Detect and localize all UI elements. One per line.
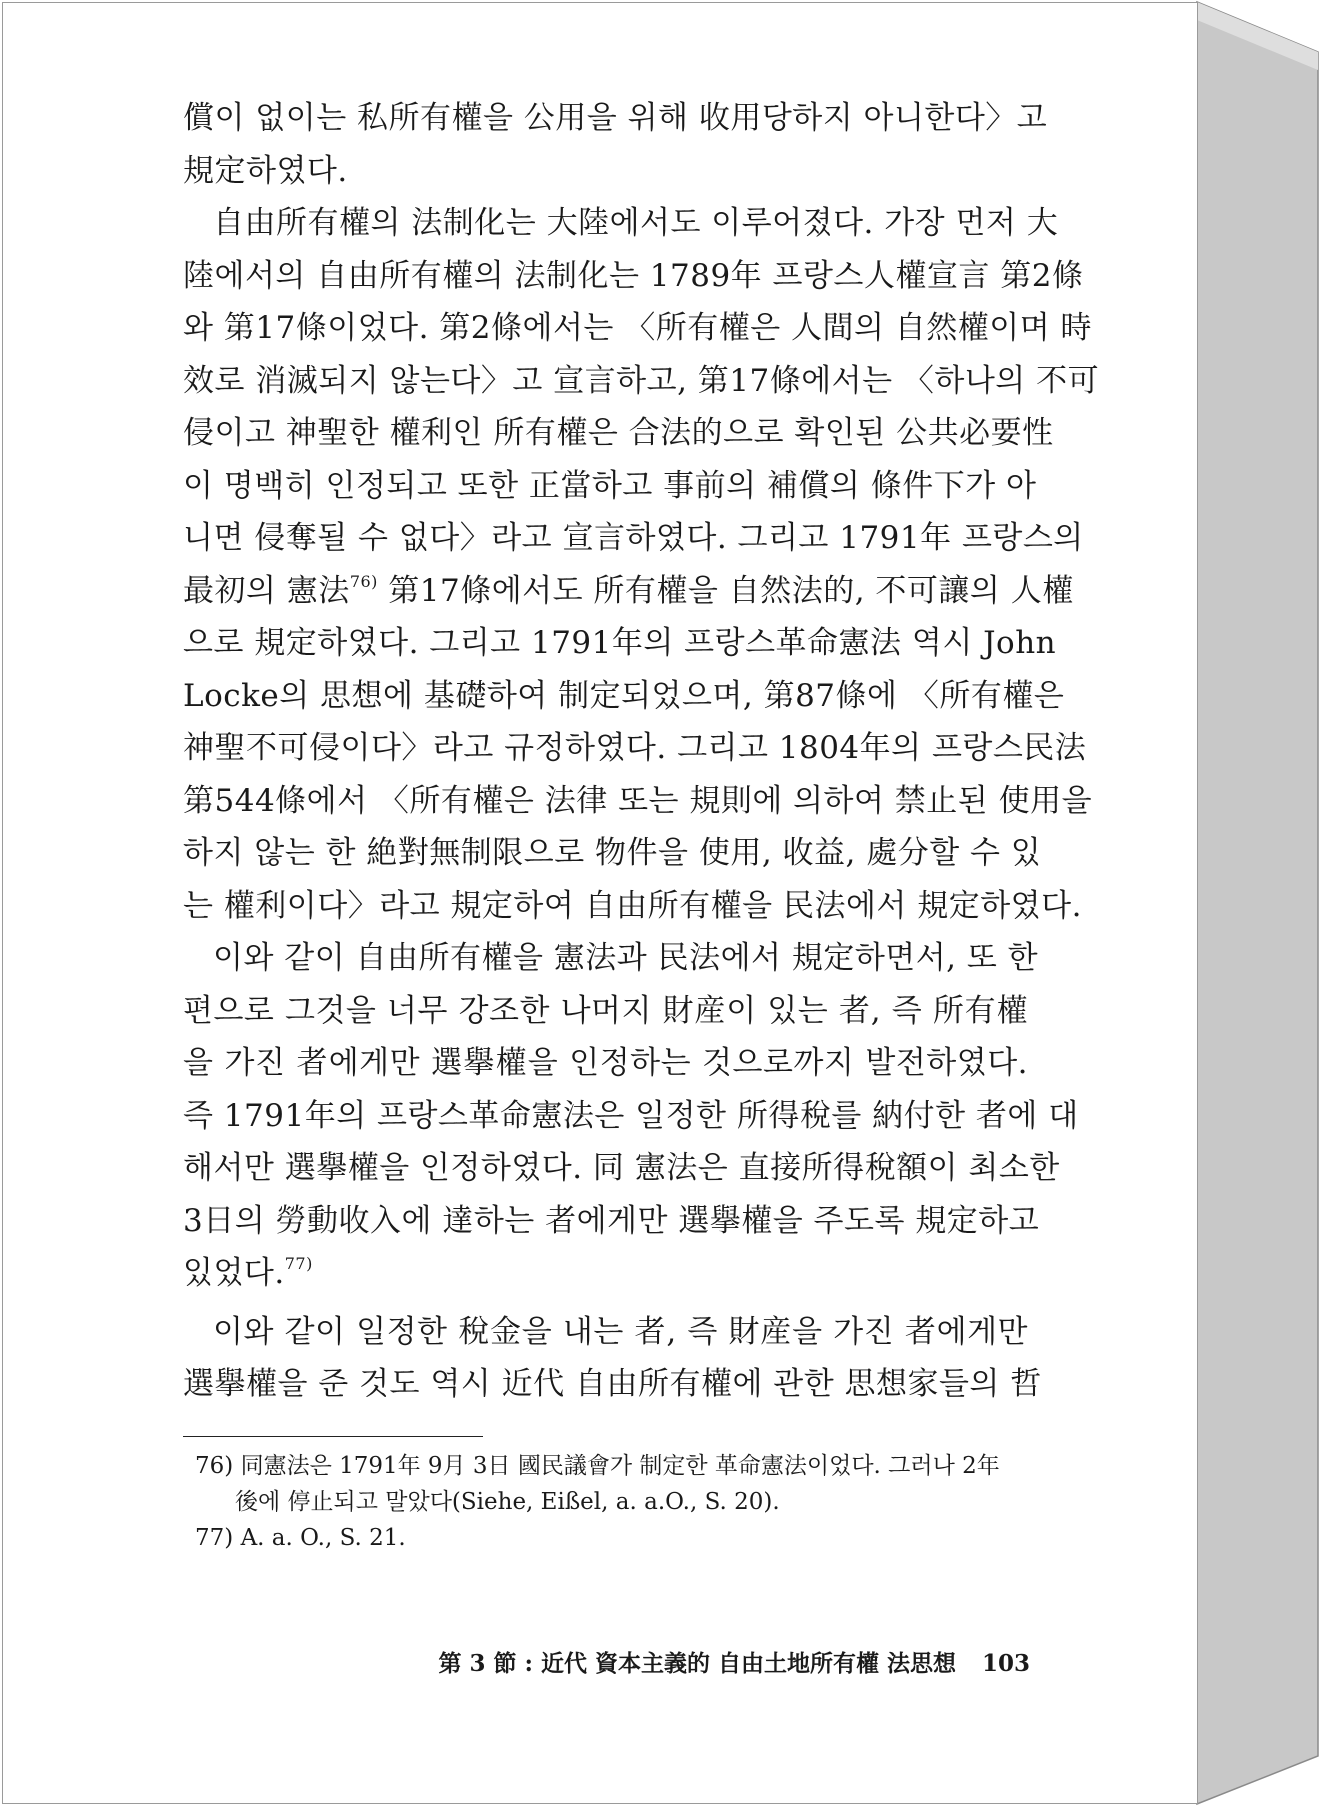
text-segment: 最初의 憲法 [183, 572, 350, 609]
text-line [183, 1247, 1028, 1300]
footnote-label: 77) [195, 1525, 234, 1551]
page-number: 103 [981, 1650, 1030, 1677]
body-text [183, 92, 1100, 1411]
text-line: 을 가진 者에게만 選擧權을 인정하는 것으로까지 발전하였다. [183, 1045, 1028, 1081]
text-line: 편으로 그것을 너무 강조한 나머지 財産이 있는 者, 즉 所有權 [183, 992, 1028, 1029]
text-line: 第544條에서 〈所有權은 法律 또는 規則에 의하여 禁止된 使用을 [183, 782, 1093, 819]
text-line: 選擧權을 준 것도 역시 近代 自由所有權에 관한 思想家들의 哲 [183, 1366, 1042, 1402]
footnote-reference-76[interactable]: 76) [349, 571, 378, 591]
text-segment: 있었다. [183, 1255, 285, 1291]
footnote-divider [183, 1436, 483, 1437]
footnote-label: 76) [195, 1453, 234, 1479]
text-line: 이와 같이 自由所有權을 憲法과 民法에서 規定하면서, 또 한 [213, 940, 1039, 976]
text-line: 償이 없이는 私所有權을 公用을 위해 收用당하지 아니한다〉고 [183, 100, 1048, 136]
text-line: 으로 規定하였다. 그리고 1791年의 프랑스革命憲法 역시 John [183, 625, 1057, 661]
text-line: 陸에서의 自由所有權의 法制化는 1789年 프랑스人權宣言 第2條 [183, 257, 1084, 294]
text-line: 侵이고 神聖한 權利인 所有權은 合法的으로 확인된 公共必要性 [183, 415, 1054, 451]
text-line: 效로 消滅되지 않는다〉고 宣言하고, 第17條에서는 〈하나의 不可 [183, 362, 1100, 399]
text-line: 니면 侵奪될 수 없다〉라고 宣言하였다. 그리고 1791年 프랑스의 [183, 520, 1084, 556]
text-segment: 第17條에서도 所有權을 自然法的, 不可讓의 人權 [377, 572, 1074, 609]
text-line: 하지 않는 한 絶對無制限으로 物件을 使用, 收益, 處分할 수 있 [183, 835, 1042, 871]
text-line: 는 權利이다〉라고 規定하여 自由所有權을 民法에서 規定하였다. [183, 887, 1082, 924]
text-line: 規定하였다. [183, 152, 348, 189]
footnote-text: A. a. O., S. 21. [240, 1525, 406, 1551]
text-line: 와 第17條이었다. 第2條에서는 〈所有權은 人間의 自然權이며 時 [183, 310, 1093, 346]
text-line: 이와 같이 일정한 稅金을 내는 者, 즉 財産을 가진 者에게만 [213, 1313, 1028, 1350]
text-line: 神聖不可侵이다〉라고 규정하였다. 그리고 1804年의 프랑스民法 [183, 730, 1087, 766]
footnote-77 [195, 1520, 1035, 1556]
footnote-text: 同憲法은 1791年 9月 3日 國民議會가 制定한 革命憲法이었다. 그러나 2年 [240, 1453, 1000, 1479]
text-line: 해서만 選擧權을 인정하였다. 同 憲法은 直接所得稅額이 최소한 [183, 1150, 1060, 1186]
footnote-76 [195, 1448, 1035, 1484]
text-line: 自由所有權의 法制化는 大陸에서도 이루어졌다. 가장 먼저 大 [213, 205, 1059, 241]
footnote-76-continuation: 後에 停止되고 말았다(Siehe, Eißel, a. a.O., S. 20). [235, 1489, 780, 1515]
footnote-reference-77[interactable]: 77) [284, 1254, 313, 1273]
text-line [183, 565, 1074, 618]
text-line: Locke의 思想에 基礎하여 制定되었으며, 第87條에 〈所有權은 [183, 677, 1065, 714]
text-line: 3日의 勞動收入에 達하는 者에게만 選擧權을 주도록 規定하고 [183, 1202, 1040, 1239]
running-title: 第 3 節 : 近代 資本主義的 自由土地所有權 法思想 [438, 1650, 956, 1677]
text-line: 즉 1791年의 프랑스革命憲法은 일정한 所得稅를 納付한 者에 대 [183, 1097, 1079, 1134]
text-line: 이 명백히 인정되고 또한 正當하고 事前의 補償의 條件下가 아 [183, 467, 1037, 504]
running-footer [430, 1645, 1030, 1678]
footnotes [195, 1448, 1035, 1556]
